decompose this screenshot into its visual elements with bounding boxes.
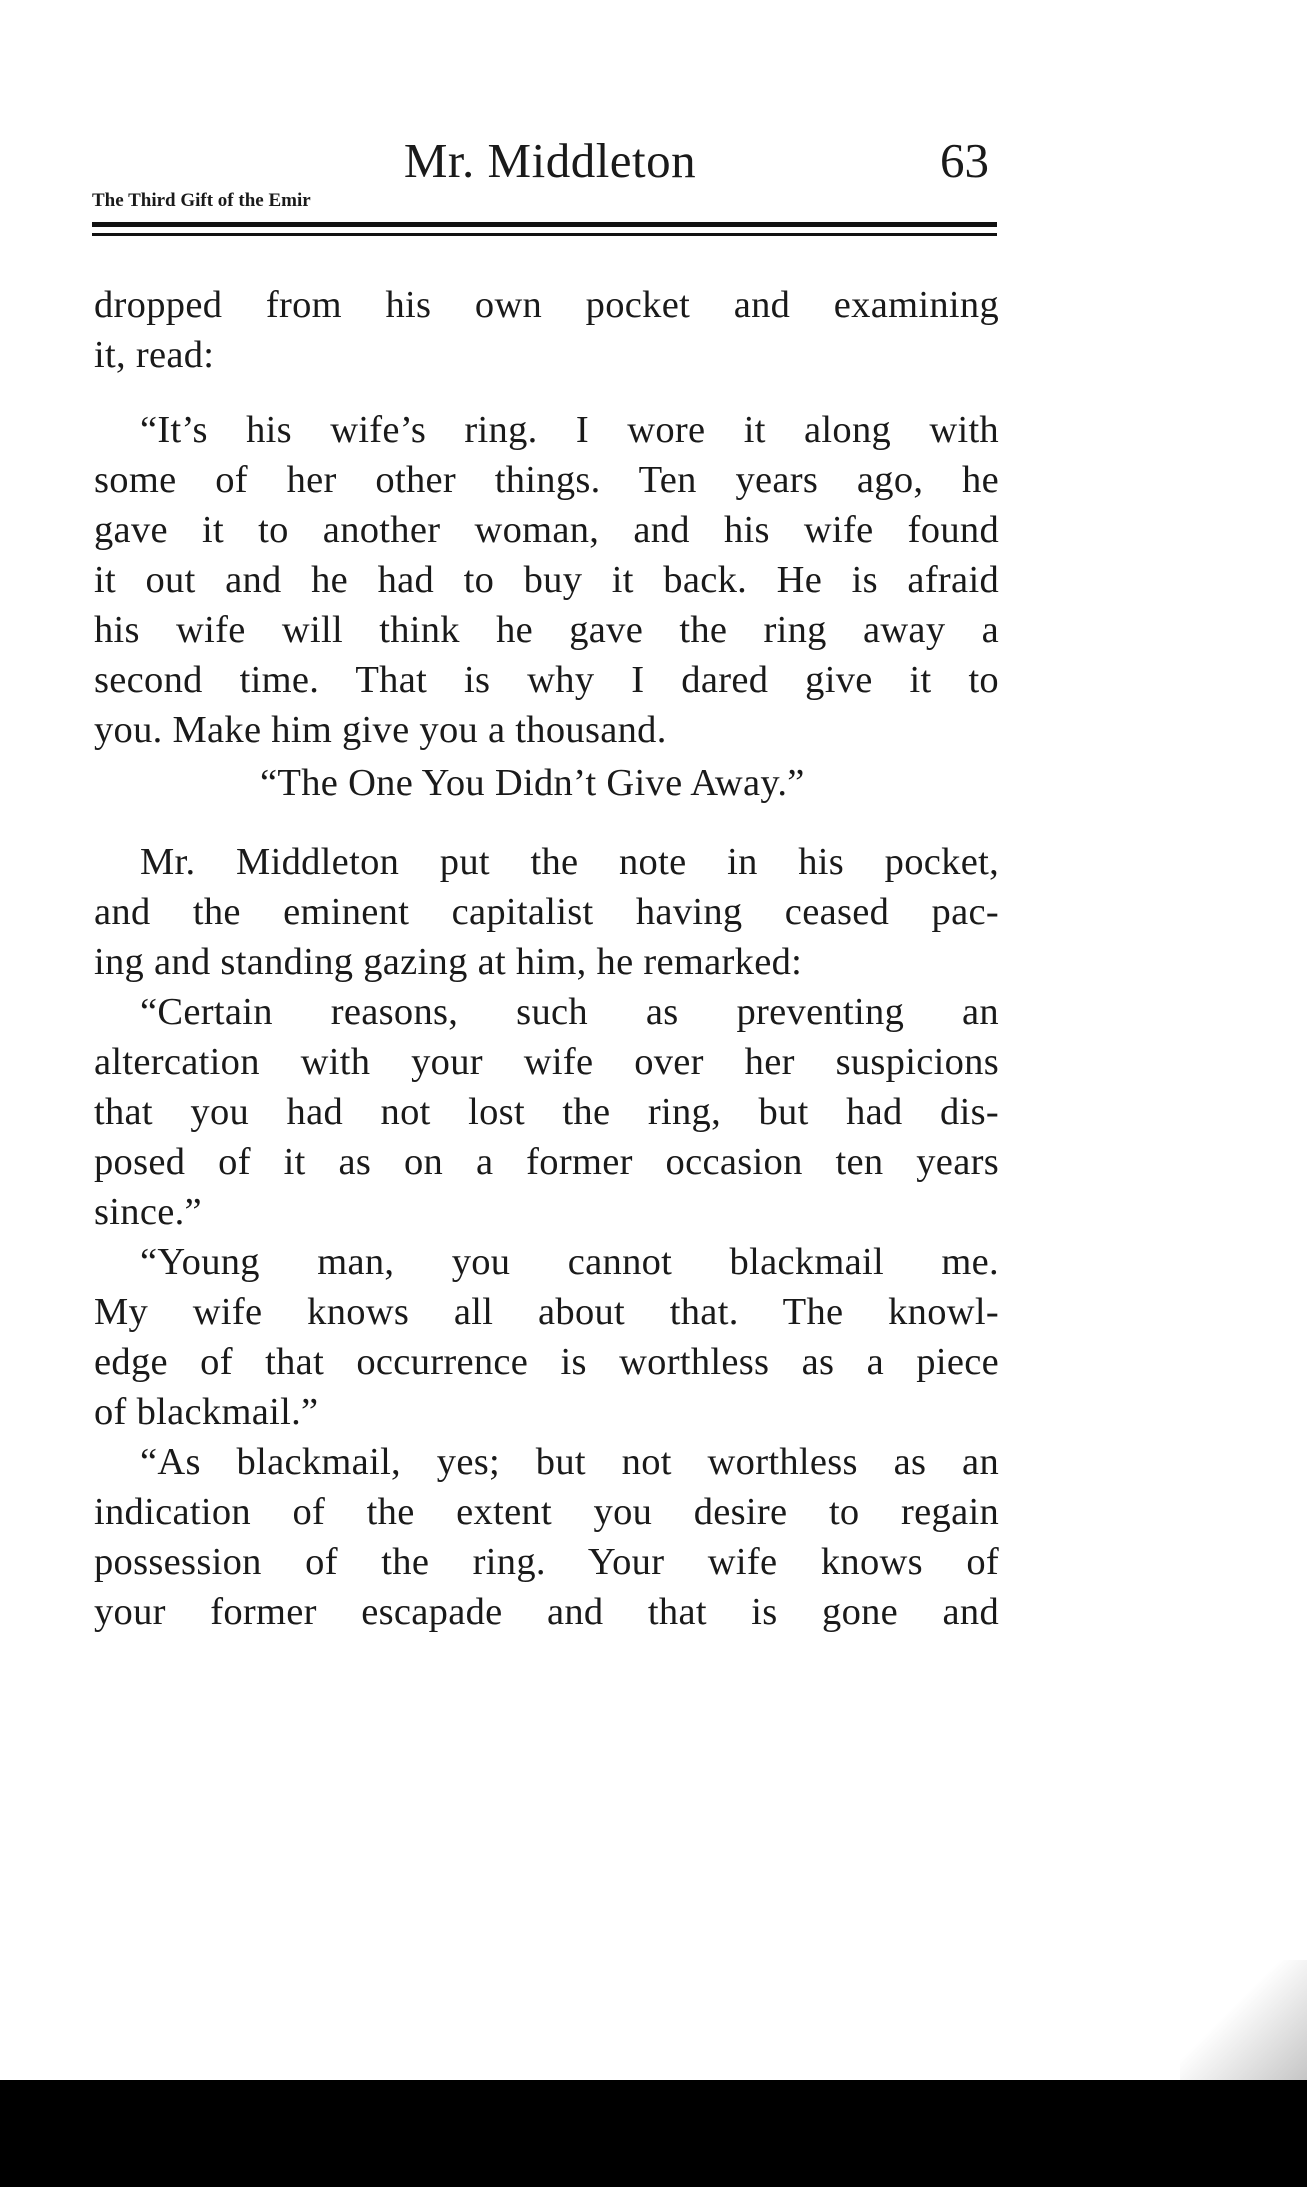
paragraph-1 bbox=[94, 280, 999, 380]
header-rule-thick bbox=[92, 222, 997, 227]
scan-edge-shadow bbox=[1180, 1960, 1307, 2080]
text-line: posed of it as on a former occasion ten years bbox=[94, 1141, 999, 1183]
text-line: altercation with your wife over her suspicions bbox=[94, 1041, 999, 1083]
paragraph-6 bbox=[94, 1437, 999, 1637]
text-line: his wife will think he gave the ring away a bbox=[94, 609, 999, 651]
text-line: since.” bbox=[94, 1191, 202, 1233]
text-line: your former escapade and that is gone and bbox=[94, 1591, 999, 1633]
paragraph-3 bbox=[94, 837, 999, 987]
text-line: and the eminent capitalist having ceased pac- bbox=[94, 891, 999, 933]
note-signature: “The One You Didn’t Give Away.” bbox=[260, 762, 805, 804]
text-line: it out and he had to buy it back. He is afraid bbox=[94, 559, 999, 601]
text-line: some of her other things. Ten years ago, he bbox=[94, 459, 999, 501]
text-line: you. Make him give you a thousand. bbox=[94, 709, 667, 751]
text-line: dropped from his own pocket and examining bbox=[94, 284, 999, 326]
text-line: second time. That is why I dared give it to bbox=[94, 659, 999, 701]
text-line: Mr. Middleton put the note in his pocket, bbox=[140, 841, 999, 883]
scan-bottom-edge bbox=[0, 2080, 1307, 2187]
text-line: “It’s his wife’s ring. I wore it along with bbox=[140, 409, 999, 451]
paragraph-4 bbox=[94, 987, 999, 1237]
text-line: it, read: bbox=[94, 334, 215, 376]
text-line: possession of the ring. Your wife knows of bbox=[94, 1541, 999, 1583]
text-line: ing and standing gazing at him, he remarked: bbox=[94, 941, 803, 983]
text-line: “As blackmail, yes; but not worthless as an bbox=[140, 1441, 999, 1483]
text-line: that you had not lost the ring, but had dis- bbox=[94, 1091, 999, 1133]
text-line: indication of the extent you desire to regain bbox=[94, 1491, 999, 1533]
running-title: Mr. Middleton bbox=[403, 133, 697, 188]
text-line: My wife knows all about that. The knowl- bbox=[94, 1291, 999, 1333]
text-line: “Young man, you cannot blackmail me. bbox=[140, 1241, 999, 1283]
paragraph-2 bbox=[94, 405, 999, 755]
text-line: gave it to another woman, and his wife found bbox=[94, 509, 999, 551]
paragraph-5 bbox=[94, 1237, 999, 1437]
page-number: 63 bbox=[940, 133, 989, 188]
text-line: of blackmail.” bbox=[94, 1391, 319, 1433]
text-line: “Certain reasons, such as preventing an bbox=[140, 991, 999, 1033]
header-rule-thin bbox=[92, 233, 997, 236]
series-title: The Third Gift of the Emir bbox=[92, 190, 311, 211]
text-line: edge of that occurrence is worthless as a piece bbox=[94, 1341, 999, 1383]
